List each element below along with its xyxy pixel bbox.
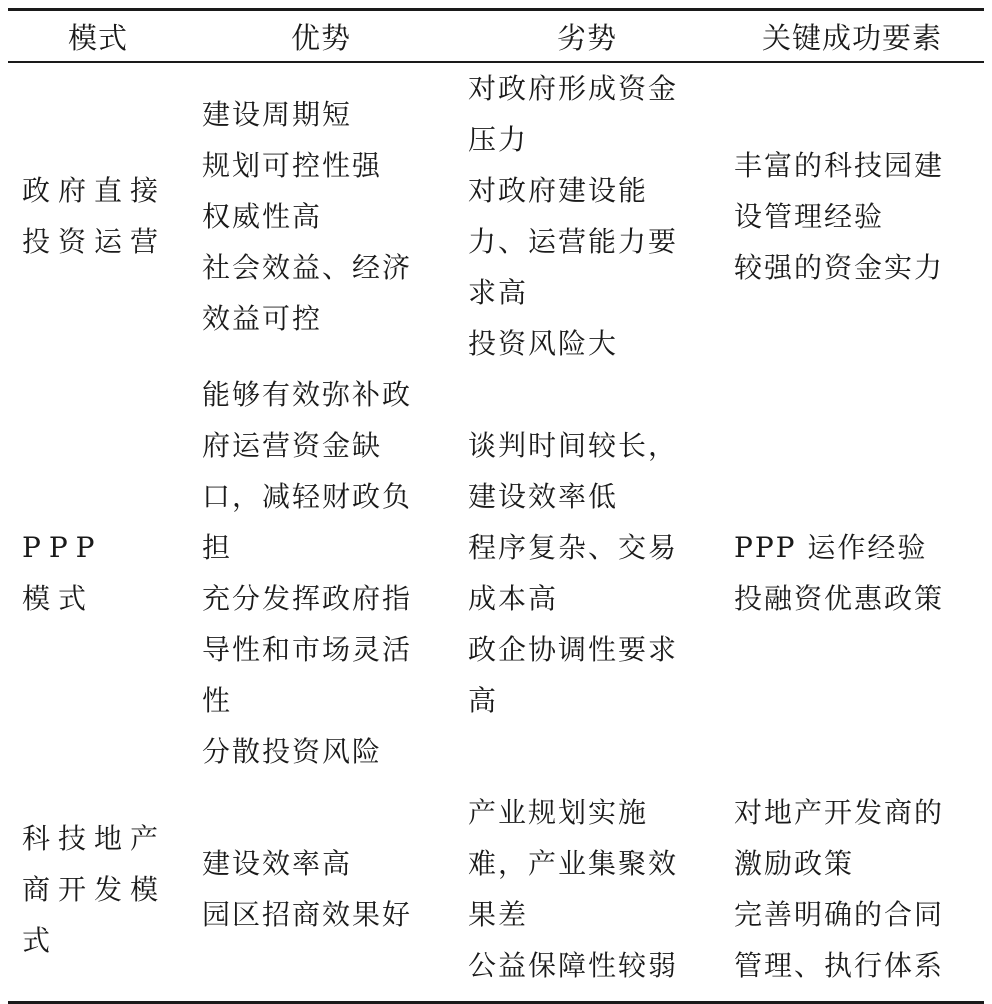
cell-line: 式 <box>22 923 59 957</box>
advantages-cell <box>188 369 454 777</box>
table-body <box>8 62 984 1003</box>
cell-line: 效益可控 <box>202 301 323 335</box>
cell-line: 果差 <box>468 898 529 931</box>
cell-line: 商开发模 <box>22 872 167 906</box>
cell-line: 程序复杂、交易 <box>468 531 679 564</box>
cell-line: 科技地产 <box>22 821 167 855</box>
cell-line: 求高 <box>468 276 529 309</box>
comparison-table-container <box>8 8 984 1004</box>
key-factors-cell <box>720 369 984 777</box>
table-row <box>8 777 984 1003</box>
cell-line: 管理、执行体系 <box>734 949 945 982</box>
cell-line: 压力 <box>468 123 529 156</box>
cell-line: 投资运营 <box>22 225 167 258</box>
cell-line: 能够有效弥补政 <box>202 378 413 411</box>
table-row <box>8 369 984 777</box>
table-row <box>8 62 984 369</box>
cell-line: 建设效率低 <box>468 480 619 513</box>
disadvantages-cell <box>454 62 720 369</box>
cell-line: 丰富的科技园建 <box>734 148 945 182</box>
cell-line: 谈判时间较长， <box>468 429 679 462</box>
cell-line: 政企协调性要求 <box>468 633 679 666</box>
cell-line: 建设周期短 <box>202 97 353 131</box>
cell-line: 社会效益、经济 <box>202 250 413 284</box>
cell-line: 口，减轻财政负 <box>202 480 413 513</box>
cell-line: 对地产开发商的 <box>734 796 945 829</box>
disadvantages-cell <box>454 777 720 1003</box>
mode-cell <box>8 369 188 777</box>
cell-line: 导性和市场灵活 <box>202 633 413 666</box>
mode-cell <box>8 62 188 369</box>
key-factors-cell <box>720 62 984 369</box>
cell-line: PPP 运作经验 <box>734 531 928 564</box>
cell-line: 规划可控性强 <box>202 148 383 182</box>
disadvantages-cell <box>454 369 720 777</box>
header-disadvantages: 劣势 <box>454 10 720 63</box>
cell-line: 担 <box>202 531 233 564</box>
cell-line: PPP <box>22 531 103 564</box>
table-header <box>8 10 984 63</box>
comparison-table <box>8 8 984 1004</box>
header-mode: 模式 <box>8 10 188 63</box>
cell-line: 府运营资金缺 <box>202 429 383 462</box>
mode-cell <box>8 777 188 1003</box>
advantages-cell <box>188 62 454 369</box>
cell-line: 难，产业集聚效 <box>468 847 679 880</box>
cell-line: 园区招商效果好 <box>202 898 413 931</box>
cell-line: 对政府建设能 <box>468 174 649 207</box>
header-key-factors: 关键成功要素 <box>720 10 984 63</box>
cell-line: 分散投资风险 <box>202 735 383 768</box>
cell-line: 充分发挥政府指 <box>202 582 413 615</box>
cell-line: 投资风险大 <box>468 327 619 360</box>
cell-line: 对政府形成资金 <box>468 72 679 105</box>
cell-line: 完善明确的合同 <box>734 898 945 931</box>
cell-line: 激励政策 <box>734 847 855 880</box>
cell-line: 高 <box>468 684 499 717</box>
cell-line: 公益保障性较弱 <box>468 949 679 982</box>
advantages-cell <box>188 777 454 1003</box>
key-factors-cell <box>720 777 984 1003</box>
cell-line: 权威性高 <box>202 199 323 233</box>
cell-line: 产业规划实施 <box>468 796 649 829</box>
cell-line: 力、运营能力要 <box>468 225 679 258</box>
header-row <box>8 10 984 63</box>
cell-line: 设管理经验 <box>734 199 885 233</box>
cell-line: 建设效率高 <box>202 847 353 880</box>
cell-line: 投融资优惠政策 <box>734 582 945 615</box>
cell-line: 模式 <box>22 582 95 615</box>
cell-line: 成本高 <box>468 582 559 615</box>
cell-line: 性 <box>202 684 233 717</box>
header-advantages: 优势 <box>188 10 454 63</box>
cell-line: 较强的资金实力 <box>734 250 945 284</box>
cell-line: 政府直接 <box>22 174 167 207</box>
